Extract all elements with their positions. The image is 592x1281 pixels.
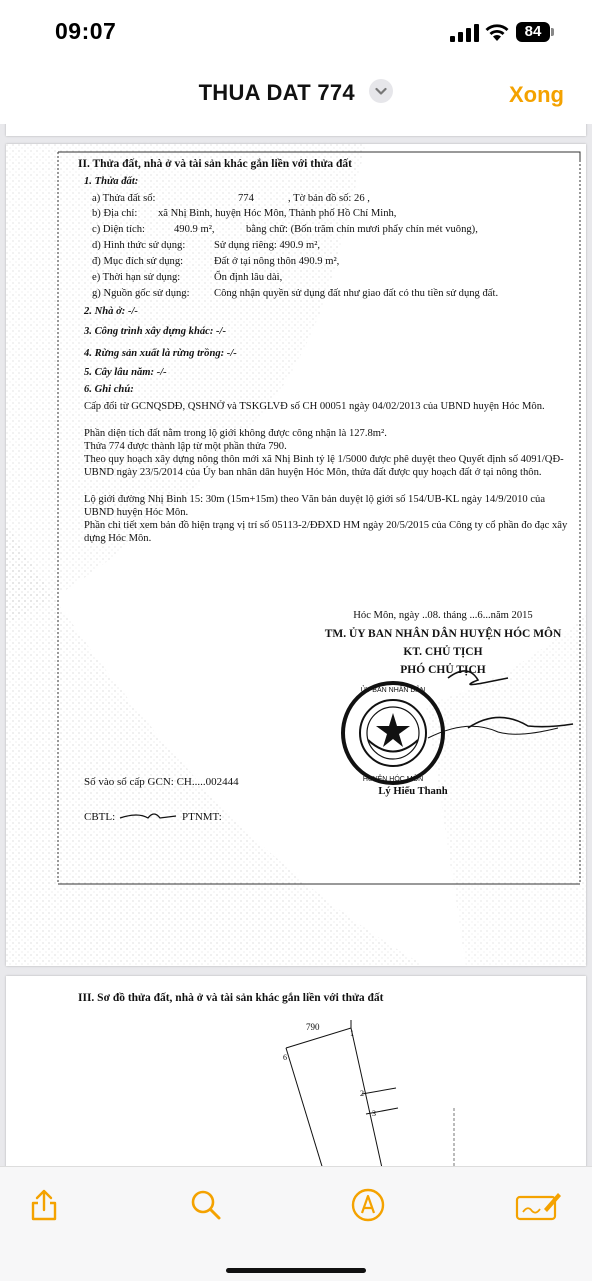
- navigation-header: [0, 66, 592, 124]
- scan-shading: [6, 144, 586, 966]
- field-value: Sử dụng riêng: 490.9 m²,: [214, 240, 321, 251]
- done-button[interactable]: Xong: [509, 82, 564, 107]
- bottom-toolbar: [0, 1166, 592, 1281]
- field-label: b) Địa chỉ:: [92, 208, 138, 219]
- parcel-heading: 1. Thửa đất:: [84, 176, 139, 187]
- field-value: xã Nhị Bình, huyện Hóc Môn, Thành phố Hồ Chí Minh,: [158, 208, 397, 219]
- status-bar: [0, 0, 592, 66]
- field-label: g) Nguồn gốc sử dụng:: [92, 288, 190, 299]
- field-label: e) Thời hạn sử dụng:: [92, 272, 181, 283]
- field-label: c) Diện tích:: [92, 224, 145, 235]
- map-point-2: 2: [360, 1089, 364, 1098]
- battery-level: 84: [516, 22, 550, 42]
- field-value: 774: [238, 193, 254, 204]
- place-date: Hóc Môn, ngày ..08. tháng ...6...năm 2015: [353, 610, 533, 621]
- signature: [408, 668, 578, 768]
- section-2-title: II. Thửa đất, nhà ở và tài sản khác gắn liền với thửa đất: [78, 158, 352, 170]
- wifi-icon: [484, 22, 510, 42]
- svg-text:ỦY BAN NHÂN DÂN: ỦY BAN NHÂN DÂN: [360, 687, 426, 694]
- title-menu[interactable]: [0, 80, 592, 106]
- note-paragraph: Lộ giới đường Nhị Bình 15: 30m (15m+15m) theo Văn bản duyệt lộ giới số 154/UB-KL ngày 14/9/2010 của UBND huyện Hóc Môn.: [84, 494, 546, 518]
- document-page: [6, 144, 586, 966]
- other-works-line: 3. Công trình xây dựng khác: -/-: [84, 326, 227, 337]
- section-3-title: III. Sơ đồ thửa đất, nhà ở và tài sản khác gắn liền với thửa đất: [78, 992, 384, 1004]
- note-paragraph: Phần diện tích đất nằm trong lộ giới không được công nhận là 127.8m².: [84, 428, 387, 439]
- perennial-line: 5. Cây lâu năm: -/-: [84, 367, 167, 378]
- cbtl-signature: [118, 808, 178, 824]
- note-paragraph: Thửa 774 được thành lập từ một phần thửa 790.: [84, 441, 287, 452]
- map-label-790: 790: [306, 1022, 320, 1032]
- note-paragraph: Theo quy hoạch xây dựng nông thôn mới xã Nhị Bình tỷ lệ 1/5000 được phê duyệt theo Quyết định số 4091/QĐ-UBND ngày 23/5/2014 của Ủy ban nhân dân huyện Hóc Môn, thửa đất được quy hoạch đất ở tại nông thôn.: [84, 454, 564, 478]
- search-icon[interactable]: [186, 1185, 226, 1225]
- field-value: 490.9 m²,: [174, 224, 215, 235]
- signature-icon[interactable]: [514, 1185, 562, 1225]
- previous-page: [6, 124, 586, 136]
- authority-title: TM. ỦY BAN NHÂN DÂN HUYỆN HÓC MÔN: [324, 628, 562, 640]
- cellular-signal-icon: [450, 24, 480, 42]
- signer-name: Lý Hiếu Thanh: [378, 786, 448, 797]
- field-extra: bằng chữ: (Bốn trăm chín mươi phẩy chín mét vuông),: [246, 224, 478, 235]
- document-viewer[interactable]: [0, 124, 592, 1166]
- map-point-3: 3: [372, 1109, 376, 1118]
- registry-number: Số vào sổ cấp GCN: CH.....002444: [84, 776, 239, 788]
- chevron-down-icon[interactable]: [369, 79, 393, 103]
- house-line: 2. Nhà ở: -/-: [84, 306, 138, 317]
- field-label: đ) Mục đích sử dụng:: [92, 256, 184, 267]
- status-time: 09:07: [55, 18, 117, 44]
- parcel-sketch-map: [266, 1016, 466, 1166]
- document-title[interactable]: THUA DAT 774: [198, 80, 355, 105]
- notes-heading: 6. Ghi chú:: [84, 384, 134, 395]
- note-paragraph: Cấp đổi từ GCNQSDĐ, QSHNỞ và TSKGLVĐ số CH 00051 ngày 04/02/2013 của UBND huyện Hóc Môn.: [84, 401, 545, 412]
- kt-title: KT. CHỦ TỊCH: [403, 646, 483, 658]
- share-icon[interactable]: [24, 1185, 64, 1225]
- field-value: Công nhận quyền sử dụng đất như giao đất có thu tiền sử dụng đất.: [214, 288, 499, 299]
- field-value: Đất ở tại nông thôn 490.9 m²,: [214, 256, 340, 267]
- map-point-6: 6: [283, 1053, 287, 1062]
- field-value: Ổn định lâu dài,: [214, 272, 283, 283]
- vice-chair-title: PHÓ CHỦ TỊCH: [400, 664, 486, 676]
- svg-text:HUYỆN HÓC MÔN: HUYỆN HÓC MÔN: [362, 776, 424, 783]
- document-page: [6, 976, 586, 1166]
- field-label: d) Hình thức sử dụng:: [92, 240, 186, 251]
- ptnmt-label: PTNMT:: [182, 811, 222, 823]
- forest-line: 4. Rừng sản xuất là rừng trồng: -/-: [84, 348, 237, 359]
- note-paragraph: Phần chi tiết xem bản đồ hiện trạng vị trí số 05113-2/ĐĐXD HM ngày 20/5/2015 của Công ty cổ phần đo đạc xây dựng Hóc Môn.: [84, 520, 568, 544]
- field-label: a) Thửa đất số:: [92, 193, 156, 204]
- field-extra: , Tờ bản đồ số: 26 ,: [288, 193, 370, 204]
- battery-icon: [551, 28, 554, 36]
- map-point-1: 1: [350, 1029, 354, 1038]
- cbtl-label: CBTL:: [84, 811, 116, 823]
- home-indicator[interactable]: [226, 1268, 366, 1273]
- markup-icon[interactable]: [348, 1185, 388, 1225]
